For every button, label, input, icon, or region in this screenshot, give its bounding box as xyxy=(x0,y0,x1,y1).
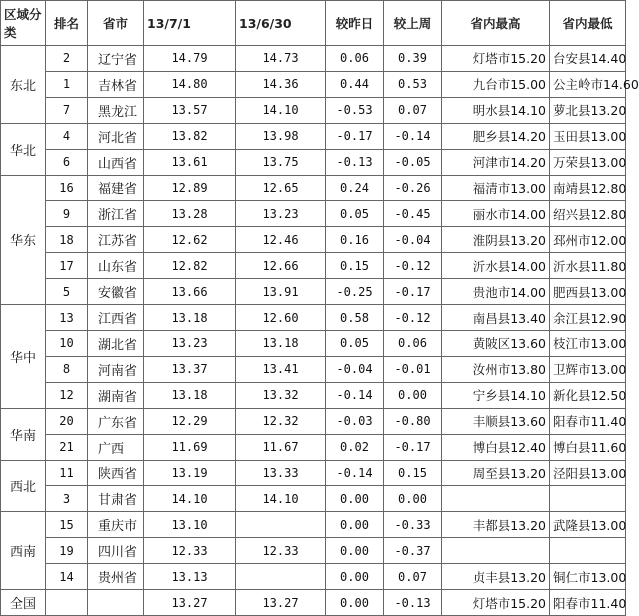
price-date-2-cell: 12.66 xyxy=(236,253,326,279)
table-row xyxy=(1,46,626,72)
price-date-1-cell: 13.18 xyxy=(144,305,236,331)
table-row xyxy=(1,175,626,201)
province-low-cell: 铜仁市13.00 xyxy=(550,564,626,590)
province-high-cell: 灯塔市15.20 xyxy=(442,590,550,616)
vs-yesterday-cell: -0.14 xyxy=(326,460,384,486)
province-low-cell: 卫辉市13.00 xyxy=(550,356,626,382)
province-cell: 浙江省 xyxy=(88,201,144,227)
price-date-1-cell: 11.69 xyxy=(144,434,236,460)
price-date-1-cell: 13.28 xyxy=(144,201,236,227)
price-date-2-cell: 13.23 xyxy=(236,201,326,227)
table-row xyxy=(1,512,626,538)
vs-last-week-cell: -0.05 xyxy=(384,149,442,175)
table-row xyxy=(1,330,626,356)
province-cell: 黑龙江 xyxy=(88,97,144,123)
vs-last-week-cell: -0.13 xyxy=(384,590,442,616)
rank-cell: 8 xyxy=(46,356,88,382)
province-cell: 湖南省 xyxy=(88,382,144,408)
header-date-2: 13/6/30 xyxy=(236,1,326,46)
vs-yesterday-cell: 0.00 xyxy=(326,590,384,616)
header-vs-last-week: 较上周 xyxy=(384,1,442,46)
price-date-1-cell: 12.29 xyxy=(144,408,236,434)
vs-yesterday-cell: -0.04 xyxy=(326,356,384,382)
vs-last-week-cell: 0.00 xyxy=(384,486,442,512)
price-date-1-cell: 13.23 xyxy=(144,330,236,356)
province-low-cell: 阳春市11.40 xyxy=(550,590,626,616)
vs-last-week-cell: -0.37 xyxy=(384,538,442,564)
vs-yesterday-cell: -0.14 xyxy=(326,382,384,408)
table-header xyxy=(1,1,626,46)
rank-cell: 10 xyxy=(46,330,88,356)
province-high-cell: 博白县12.40 xyxy=(442,434,550,460)
vs-yesterday-cell: -0.53 xyxy=(326,97,384,123)
province-cell: 安徽省 xyxy=(88,279,144,305)
vs-last-week-cell: -0.17 xyxy=(384,434,442,460)
header-rank: 排名 xyxy=(46,1,88,46)
table-row xyxy=(1,564,626,590)
province-high-cell xyxy=(442,538,550,564)
province-low-cell: 台安县14.40 xyxy=(550,46,626,72)
province-low-cell: 阳春市11.40 xyxy=(550,408,626,434)
price-date-1-cell: 13.10 xyxy=(144,512,236,538)
table-row xyxy=(1,590,626,616)
table-row xyxy=(1,434,626,460)
province-low-cell: 沂水县11.80 xyxy=(550,253,626,279)
region-cell: 全国 xyxy=(1,590,46,616)
table-row xyxy=(1,201,626,227)
table-row xyxy=(1,71,626,97)
region-cell: 华东 xyxy=(1,175,46,305)
province-low-cell: 南靖县12.80 xyxy=(550,175,626,201)
vs-yesterday-cell: 0.58 xyxy=(326,305,384,331)
vs-last-week-cell: 0.06 xyxy=(384,330,442,356)
province-cell: 辽宁省 xyxy=(88,46,144,72)
vs-last-week-cell: -0.12 xyxy=(384,253,442,279)
vs-last-week-cell: -0.04 xyxy=(384,227,442,253)
region-cell: 华南 xyxy=(1,408,46,460)
province-high-cell: 周至县13.20 xyxy=(442,460,550,486)
province-high-cell: 贞丰县13.20 xyxy=(442,564,550,590)
price-date-1-cell: 12.62 xyxy=(144,227,236,253)
province-cell: 陕西省 xyxy=(88,460,144,486)
vs-last-week-cell: 0.15 xyxy=(384,460,442,486)
header-province-high: 省内最高 xyxy=(442,1,550,46)
province-low-cell: 余江县12.90 xyxy=(550,305,626,331)
rank-cell: 5 xyxy=(46,279,88,305)
rank-cell: 11 xyxy=(46,460,88,486)
header-province-low: 省内最低 xyxy=(550,1,626,46)
price-date-1-cell: 14.10 xyxy=(144,486,236,512)
region-cell: 西南 xyxy=(1,512,46,590)
province-low-cell: 博白县11.60 xyxy=(550,434,626,460)
vs-last-week-cell: 0.07 xyxy=(384,564,442,590)
province-high-cell: 丰顺县13.60 xyxy=(442,408,550,434)
vs-yesterday-cell: 0.44 xyxy=(326,71,384,97)
province-cell: 吉林省 xyxy=(88,71,144,97)
region-cell: 东北 xyxy=(1,46,46,124)
province-cell: 河南省 xyxy=(88,356,144,382)
rank-cell xyxy=(46,590,88,616)
province-high-cell: 沂水县14.00 xyxy=(442,253,550,279)
price-date-2-cell: 13.33 xyxy=(236,460,326,486)
price-date-2-cell: 12.60 xyxy=(236,305,326,331)
province-high-cell: 肥乡县14.20 xyxy=(442,123,550,149)
province-low-cell: 绍兴县12.80 xyxy=(550,201,626,227)
vs-last-week-cell: 0.00 xyxy=(384,382,442,408)
vs-last-week-cell: -0.17 xyxy=(384,279,442,305)
province-low-cell: 公主岭市14.60 xyxy=(550,71,626,97)
header-province: 省市 xyxy=(88,1,144,46)
province-cell xyxy=(88,590,144,616)
province-cell: 甘肃省 xyxy=(88,486,144,512)
vs-yesterday-cell: 0.00 xyxy=(326,564,384,590)
rank-cell: 21 xyxy=(46,434,88,460)
province-high-cell: 灯塔市15.20 xyxy=(442,46,550,72)
province-high-cell: 贵池市14.00 xyxy=(442,279,550,305)
price-date-2-cell: 13.75 xyxy=(236,149,326,175)
table-row xyxy=(1,486,626,512)
region-cell: 华中 xyxy=(1,305,46,409)
price-date-2-cell: 13.32 xyxy=(236,382,326,408)
price-date-1-cell: 13.57 xyxy=(144,97,236,123)
province-high-cell: 南昌县13.40 xyxy=(442,305,550,331)
province-cell: 福建省 xyxy=(88,175,144,201)
province-cell: 重庆市 xyxy=(88,512,144,538)
rank-cell: 12 xyxy=(46,382,88,408)
province-cell: 山西省 xyxy=(88,149,144,175)
vs-yesterday-cell: -0.03 xyxy=(326,408,384,434)
rank-cell: 19 xyxy=(46,538,88,564)
rank-cell: 6 xyxy=(46,149,88,175)
table-row xyxy=(1,149,626,175)
province-low-cell: 新化县12.50 xyxy=(550,382,626,408)
price-date-2-cell: 14.36 xyxy=(236,71,326,97)
rank-cell: 4 xyxy=(46,123,88,149)
table-row xyxy=(1,382,626,408)
table-body xyxy=(1,46,639,616)
province-high-cell: 九台市15.00 xyxy=(442,71,550,97)
province-low-cell: 万荣县13.00 xyxy=(550,149,626,175)
vs-last-week-cell: -0.80 xyxy=(384,408,442,434)
price-date-2-cell: 14.10 xyxy=(236,486,326,512)
province-low-cell: 萝北县13.20 xyxy=(550,97,626,123)
region-cell: 西北 xyxy=(1,460,46,512)
header-date-1: 13/7/1 xyxy=(144,1,236,46)
vs-yesterday-cell: 0.00 xyxy=(326,538,384,564)
rank-cell: 18 xyxy=(46,227,88,253)
price-date-2-cell: 14.10 xyxy=(236,97,326,123)
rank-cell: 3 xyxy=(46,486,88,512)
price-date-2-cell xyxy=(236,564,326,590)
vs-yesterday-cell: 0.00 xyxy=(326,486,384,512)
price-date-1-cell: 13.27 xyxy=(144,590,236,616)
rank-cell: 17 xyxy=(46,253,88,279)
rank-cell: 13 xyxy=(46,305,88,331)
price-date-2-cell: 12.46 xyxy=(236,227,326,253)
table-row xyxy=(1,253,626,279)
price-date-2-cell: 13.98 xyxy=(236,123,326,149)
table-row xyxy=(1,408,626,434)
vs-yesterday-cell: 0.00 xyxy=(326,512,384,538)
province-cell: 广东省 xyxy=(88,408,144,434)
price-date-1-cell: 13.66 xyxy=(144,279,236,305)
price-date-1-cell: 13.18 xyxy=(144,382,236,408)
vs-yesterday-cell: 0.15 xyxy=(326,253,384,279)
vs-last-week-cell: -0.45 xyxy=(384,201,442,227)
rank-cell: 7 xyxy=(46,97,88,123)
province-cell: 贵州省 xyxy=(88,564,144,590)
province-low-cell: 泾阳县13.00 xyxy=(550,460,626,486)
province-high-cell xyxy=(442,486,550,512)
table-row xyxy=(1,123,626,149)
price-date-1-cell: 12.82 xyxy=(144,253,236,279)
price-date-2-cell: 13.18 xyxy=(236,330,326,356)
vs-yesterday-cell: 0.02 xyxy=(326,434,384,460)
price-date-2-cell: 14.73 xyxy=(236,46,326,72)
vs-last-week-cell: 0.53 xyxy=(384,71,442,97)
price-date-2-cell: 13.91 xyxy=(236,279,326,305)
rank-cell: 9 xyxy=(46,201,88,227)
province-high-cell: 丽水市14.00 xyxy=(442,201,550,227)
province-high-cell: 丰都县13.20 xyxy=(442,512,550,538)
province-cell: 湖北省 xyxy=(88,330,144,356)
province-cell: 四川省 xyxy=(88,538,144,564)
price-date-1-cell: 13.19 xyxy=(144,460,236,486)
province-low-cell: 玉田县13.00 xyxy=(550,123,626,149)
province-cell: 江西省 xyxy=(88,305,144,331)
rank-cell: 1 xyxy=(46,71,88,97)
vs-last-week-cell: -0.14 xyxy=(384,123,442,149)
header-region: 区域分类 xyxy=(1,1,46,46)
price-date-1-cell: 12.89 xyxy=(144,175,236,201)
province-high-cell: 黄陂区13.60 xyxy=(442,330,550,356)
province-high-cell: 淮阴县13.20 xyxy=(442,227,550,253)
vs-last-week-cell: -0.12 xyxy=(384,305,442,331)
vs-last-week-cell: 0.07 xyxy=(384,97,442,123)
rank-cell: 20 xyxy=(46,408,88,434)
vs-last-week-cell: -0.01 xyxy=(384,356,442,382)
province-high-cell: 宁乡县14.10 xyxy=(442,382,550,408)
header-vs-yesterday: 较昨日 xyxy=(326,1,384,46)
province-low-cell xyxy=(550,538,626,564)
price-date-2-cell xyxy=(236,512,326,538)
table-row xyxy=(1,460,626,486)
price-date-2-cell: 12.33 xyxy=(236,538,326,564)
price-date-2-cell: 13.27 xyxy=(236,590,326,616)
rank-cell: 14 xyxy=(46,564,88,590)
rank-cell: 16 xyxy=(46,175,88,201)
province-low-cell: 武隆县13.00 xyxy=(550,512,626,538)
vs-last-week-cell: -0.26 xyxy=(384,175,442,201)
price-date-1-cell: 12.33 xyxy=(144,538,236,564)
table-row xyxy=(1,538,626,564)
price-date-1-cell: 13.61 xyxy=(144,149,236,175)
table-row xyxy=(1,305,626,331)
province-high-cell: 河津市14.20 xyxy=(442,149,550,175)
vs-yesterday-cell: -0.17 xyxy=(326,123,384,149)
vs-yesterday-cell: 0.05 xyxy=(326,330,384,356)
vs-last-week-cell: 0.39 xyxy=(384,46,442,72)
price-date-2-cell: 12.65 xyxy=(236,175,326,201)
province-cell: 河北省 xyxy=(88,123,144,149)
province-low-cell: 邳州市12.00 xyxy=(550,227,626,253)
vs-yesterday-cell: -0.25 xyxy=(326,279,384,305)
header-row xyxy=(1,1,626,46)
rank-cell: 15 xyxy=(46,512,88,538)
price-date-1-cell: 13.13 xyxy=(144,564,236,590)
price-date-1-cell: 14.80 xyxy=(144,71,236,97)
vs-yesterday-cell: 0.24 xyxy=(326,175,384,201)
province-low-cell: 枝江市13.00 xyxy=(550,330,626,356)
province-cell: 广西 xyxy=(88,434,144,460)
table-row xyxy=(1,356,626,382)
table-row xyxy=(1,97,626,123)
vs-yesterday-cell: -0.13 xyxy=(326,149,384,175)
region-cell: 华北 xyxy=(1,123,46,175)
vs-last-week-cell: -0.33 xyxy=(384,512,442,538)
price-date-1-cell: 13.82 xyxy=(144,123,236,149)
table-row xyxy=(1,227,626,253)
province-high-cell: 汝州市13.80 xyxy=(442,356,550,382)
province-low-cell xyxy=(550,486,626,512)
price-date-1-cell: 14.79 xyxy=(144,46,236,72)
price-date-1-cell: 13.37 xyxy=(144,356,236,382)
province-high-cell: 福清市13.00 xyxy=(442,175,550,201)
province-high-cell: 明水县14.10 xyxy=(442,97,550,123)
province-cell: 江苏省 xyxy=(88,227,144,253)
province-low-cell: 肥西县13.00 xyxy=(550,279,626,305)
table-row xyxy=(1,279,626,305)
vs-yesterday-cell: 0.16 xyxy=(326,227,384,253)
price-date-2-cell: 13.41 xyxy=(236,356,326,382)
vs-yesterday-cell: 0.05 xyxy=(326,201,384,227)
price-date-2-cell: 11.67 xyxy=(236,434,326,460)
vs-yesterday-cell: 0.06 xyxy=(326,46,384,72)
price-date-2-cell: 12.32 xyxy=(236,408,326,434)
province-cell: 山东省 xyxy=(88,253,144,279)
rank-cell: 2 xyxy=(46,46,88,72)
